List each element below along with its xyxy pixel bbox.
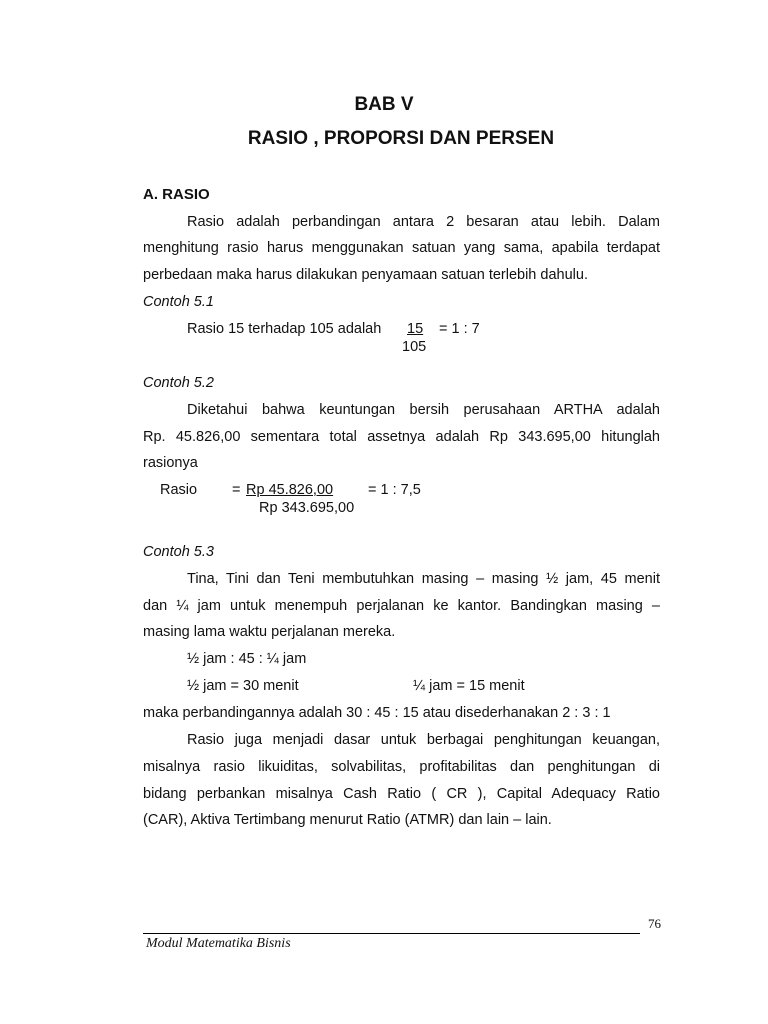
intro-line-1: Rasio adalah perbandingan antara 2 besaran atau lebih. Dalam [187,214,660,230]
example-5-2-equals: = [232,482,241,498]
closing-line-1: Rasio juga menjadi dasar untuk berbagai penghitungan keuangan, [187,732,660,748]
example-5-1-text: Rasio 15 terhadap 105 adalah [187,321,382,337]
example-5-3-line-3: masing lama waktu perjalanan mereka. [143,624,396,640]
example-5-1-denominator: 105 [402,339,427,355]
example-5-3-line-2: dan ¼ jam untuk menempuh perjalanan ke kantor. Bandingkan masing – [143,598,660,614]
section-heading: A. RASIO [143,186,210,203]
example-5-2-label: Contoh 5.2 [143,375,214,391]
example-5-1-numerator: 15 [407,321,424,337]
example-5-3-ratio: ½ jam : 45 : ¼ jam [187,651,307,667]
example-5-3-line-1: Tina, Tini dan Teni membutuhkan masing – masing ½ jam, 45 menit [187,571,660,587]
example-5-3-conclusion: maka perbandingannya adalah 30 : 45 : 15 atau disederhanakan 2 : 3 : 1 [143,705,611,721]
footer-rule [143,933,640,934]
example-5-3-label: Contoh 5.3 [143,544,214,560]
page-number: 76 [648,916,661,931]
footer-title: Modul Matematika Bisnis [146,936,291,951]
example-5-3-conversion-1: ½ jam = 30 menit [187,678,299,694]
closing-line-4: (CAR), Aktiva Tertimbang menurut Ratio (ATMR) dan lain – lain. [143,812,552,828]
chapter-title: RASIO , PROPORSI DAN PERSEN [247,128,555,149]
closing-line-3: bidang perbankan misalnya Cash Ratio ( CR ), Capital Adequacy Ratio [143,786,660,802]
example-5-1-label: Contoh 5.1 [143,294,214,310]
example-5-2-numerator: Rp 45.826,00 [246,482,334,498]
example-5-1-result: = 1 : 7 [439,321,480,337]
chapter-heading: BAB V [354,94,414,115]
example-5-2-denominator: Rp 343.695,00 [259,500,355,516]
example-5-2-line-1: Diketahui bahwa keuntungan bersih perusahaan ARTHA adalah [187,402,660,418]
intro-line-2: menghitung rasio harus menggunakan satuan yang sama, apabila terdapat [143,240,660,256]
example-5-2-line-3: rasionya [143,455,198,471]
intro-line-3: perbedaan maka harus dilakukan penyamaan satuan terlebih dahulu. [143,267,588,283]
closing-line-2: misalnya rasio likuiditas, solvabilitas, profitabilitas dan penghitungan di [143,759,660,775]
example-5-3-conversion-2: ¼ jam = 15 menit [413,678,525,694]
example-5-2-line-2: Rp. 45.826,00 sementara total assetnya adalah Rp 343.695,00 hitunglah [143,429,660,445]
example-5-2-result: = 1 : 7,5 [368,482,421,498]
example-5-2-rasio-label: Rasio [160,482,198,498]
